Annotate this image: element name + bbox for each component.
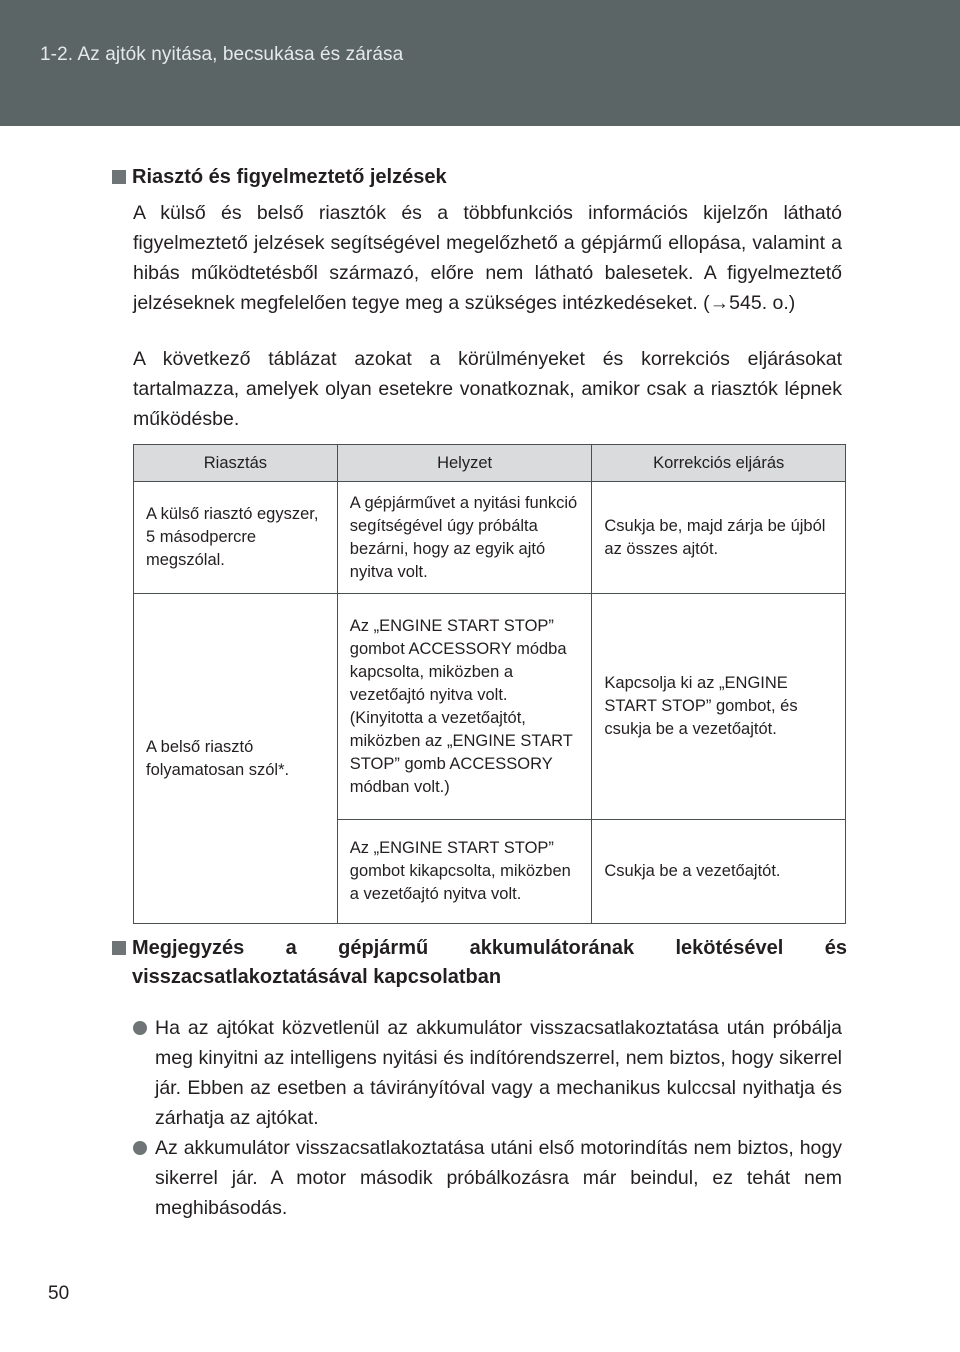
correction-cell: Csukja be, majd zárja be újból az összes ajtót. bbox=[592, 482, 846, 594]
square-bullet-icon bbox=[112, 170, 126, 184]
column-header-alarm: Riasztás bbox=[134, 445, 338, 482]
section-heading-battery bbox=[112, 934, 847, 992]
table-header-row bbox=[134, 445, 846, 482]
section-heading-text: Riasztó és figyelmeztető jelzések bbox=[132, 166, 447, 188]
alarm-cell: A külső riasztó egyszer, 5 másodpercre megszólal. bbox=[134, 482, 338, 594]
page-number: 50 bbox=[48, 1283, 70, 1304]
square-bullet-icon bbox=[112, 941, 126, 955]
list-item-text: Ha az ajtókat közvetlenül az akkumulátor visszacsatlakoztatása után próbálja meg kinyitni az intelligens nyitási és indítórendszerrel, nem biztos, hogy sikerrel jár. Ebben az esetben a távirányítóval vagy a mechanikus kulccsal nyithatja és zárhatja az ajtókat. bbox=[155, 1017, 842, 1129]
table-intro-paragraph: A következő táblázat azokat a körülményeket és korrekciós eljárásokat tartalmazza, amelyek olyan esetekre vonatkoznak, amikor csak a riasztók lépnek működésbe. bbox=[133, 348, 842, 430]
situation-cell: Az „ENGINE START STOP” gombot kikapcsolta, miközben a vezetőajtó nyitva volt. bbox=[337, 820, 592, 924]
column-header-situation: Helyzet bbox=[337, 445, 592, 482]
chapter-title: 1-2. Az ajtók nyitása, becsukása és zárása bbox=[40, 44, 404, 65]
column-header-correction: Korrekciós eljárás bbox=[592, 445, 846, 482]
list-item bbox=[133, 1133, 842, 1223]
situation-cell: Az „ENGINE START STOP” gombot ACCESSORY módba kapcsolta, miközben a vezetőajtó nyitva volt. (Kinyitotta a vezetőajtót, miközben az „ENGINE START STOP” gomb ACCESSORY módban volt.) bbox=[337, 594, 592, 820]
section-heading-text: Megjegyzés a gépjármű akkumulátorának lekötésével és visszacsatlakoztatásával kapcsolatban bbox=[132, 937, 847, 988]
alarm-table bbox=[133, 444, 846, 924]
list-item bbox=[133, 1013, 842, 1133]
situation-cell: A gépjárművet a nyitási funkció segítségével úgy próbálta bezárni, hogy az egyik ajtó nyitva volt. bbox=[337, 482, 592, 594]
section-heading-alarms bbox=[112, 163, 847, 192]
correction-cell: Kapcsolja ki az „ENGINE START STOP” gombot, és csukja be a vezetőajtót. bbox=[592, 594, 846, 820]
intro-paragraph: A külső és belső riasztók és a többfunkciós információs kijelzőn látható figyelmeztető jelzések segítségével megelőzhető a gépjármű ellopása, valamint a hibás működtetésből származó, előre nem látható balesetek. A figyelmeztető jelzéseknek megfelelően tegye meg a szükséges intézkedéseket. (→545. o.) bbox=[133, 202, 842, 314]
correction-cell: Csukja be a vezetőajtót. bbox=[592, 820, 846, 924]
page-header bbox=[0, 0, 960, 126]
table-row bbox=[134, 482, 846, 594]
list-item-text: Az akkumulátor visszacsatlakoztatása utáni első motorindítás nem biztos, hogy sikerrel jár. A motor második próbálkozásra már beindul, ez tehát nem meghibásodás. bbox=[155, 1137, 842, 1219]
alarm-cell: A belső riasztó folyamatosan szól*. bbox=[134, 594, 338, 924]
circle-bullet-icon bbox=[133, 1021, 147, 1035]
table-row bbox=[134, 594, 846, 820]
circle-bullet-icon bbox=[133, 1141, 147, 1155]
